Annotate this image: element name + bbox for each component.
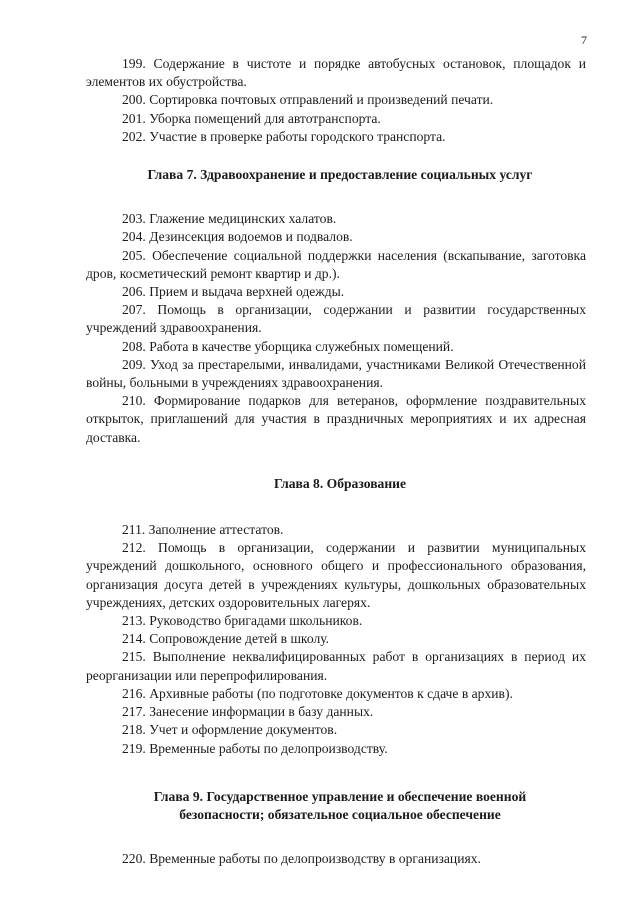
list-item: 218. Учет и оформление документов.: [122, 722, 338, 738]
list-item: 220. Временные работы по делопроизводству в организациях.: [122, 851, 481, 867]
list-item: 219. Временные работы по делопроизводству.: [122, 740, 388, 756]
list-item: 202. Участие в проверке работы городского транспорта.: [122, 128, 446, 144]
list-item: 207. Помощь в организации, содержании и развитии государственных учреждений здравоохранения.: [86, 302, 586, 336]
list-item: 210. Формирование подарков для ветеранов, оформление поздравительных открыток, приглашений для участия в праздничных мероприятиях и их адресная доставка.: [86, 393, 586, 445]
list-item: 205. Обеспечение социальной поддержки населения (вскапывание, заготовка дров, косметический ремонт квартир и др.).: [86, 247, 586, 281]
list-item: 209. Уход за престарелыми, инвалидами, участниками Великой Отечественной войны, больными в учреждениях здравоохранения.: [86, 356, 586, 391]
list-item: 215. Выполнение неквалифицированных работ в организациях в период их реорганизации или перепрофилирования.: [86, 649, 586, 683]
chapter-9-heading: [86, 788, 586, 824]
list-item: 212. Помощь в организации, содержании и развитии муниципальных учреждений дошкольного, основного общего и профессионального образования, организация досуга детей в учреждениях культуры, дошкольных образовательных учреждениях, детских оздоровительных лагерях.: [86, 540, 586, 610]
list-item: 214. Сопровождение детей в школу.: [122, 631, 330, 647]
list-item: 203. Глажение медицинских халатов.: [122, 211, 337, 227]
document-body: [86, 55, 586, 868]
list-item: 216. Архивные работы (по подготовке документов к сдаче в архив).: [122, 685, 513, 701]
list-item: 211. Заполнение аттестатов.: [122, 522, 284, 538]
list-item: 199. Содержание в чистоте и порядке автобусных остановок, площадок и элементов их обустройства.: [86, 56, 586, 90]
list-item: 201. Уборка помещений для автотранспорта.: [122, 110, 381, 126]
list-item: 206. Прием и выдача верхней одежды.: [122, 284, 345, 300]
list-item: 217. Занесение информации в базу данных.: [122, 704, 374, 720]
list-item: 208. Работа в качестве уборщика служебных помещений.: [122, 338, 454, 354]
list-item: 200. Сортировка почтовых отправлений и произведений печати.: [122, 92, 494, 108]
chapter-9-heading-line-2: безопасности; обязательное социальное обеспечение: [179, 806, 501, 822]
chapter-7-heading: Глава 7. Здравоохранение и предоставление социальных услуг: [147, 167, 533, 183]
list-item: 204. Дезинсекция водоемов и подвалов.: [122, 229, 353, 245]
list-item: 213. Руководство бригадами школьников.: [122, 613, 363, 629]
chapter-8-heading: Глава 8. Образование: [273, 475, 407, 491]
page-number: 7: [581, 33, 587, 47]
chapter-9-heading-line-1: Глава 9. Государственное управление и обеспечение военной: [153, 788, 527, 804]
